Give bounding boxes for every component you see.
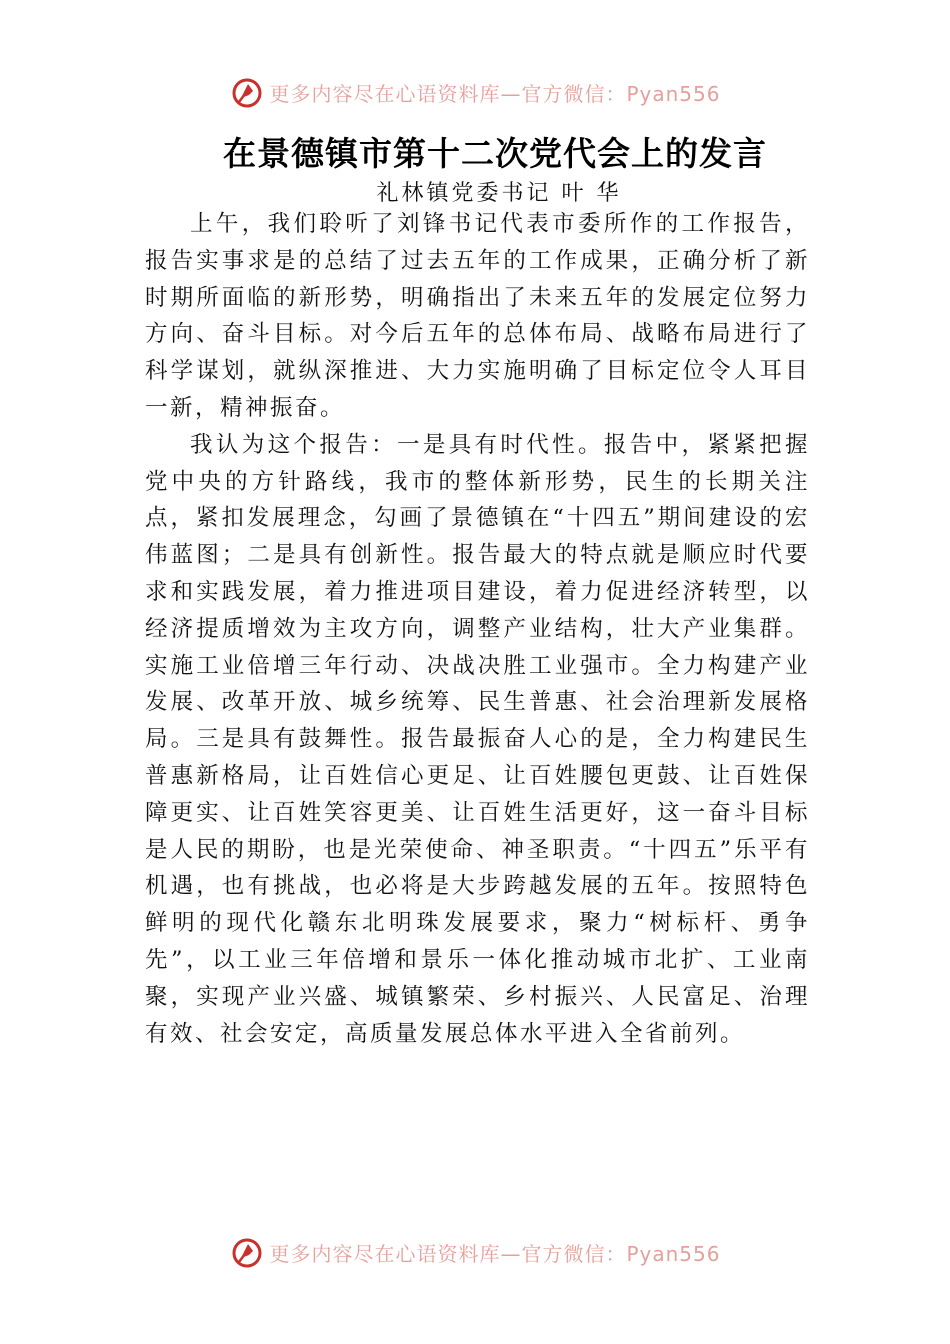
paragraph: 我认为这个报告：一是具有时代性。报告中，紧紧把握党中央的方针路线，我市的整体新形势，民生的长期关注点，紧扣发展理念，勾画了景德镇在“十四五”期间建设的宏伟蓝图；二是具有创新性。报告最大的特点就是顺应时代要求和实践发展，着力推进项目建设，着力促进经济转型，以经济提质增效为主攻方向，调整产业结构，壮大产业集群。 实施工业倍增三年行动、决战决胜工业强市。全力构建产业发展、改革开放、城乡统筹、民生普惠、社会治理新发展格局。三是具有鼓舞性。报告最振奋人心的是，全力构建民生普惠新格局，让百姓信心更足、让百姓腰包更鼓、让百姓保障更实、让百姓笑容更美、让百姓生活更好，这一奋斗目标是人民的期盼，也是光荣使命、神圣职责。“十四五”乐平有机遇，也有挑战，也必将是大步跨越发展的五年。按照特色鲜明的现代化赣东北明珠发展要求，聚力“树标杆、勇争先”，以工业三年倍增和景乐一体化推动城市北扩、工业南聚，实现产业兴盛、城镇繁荣、乡村振兴、人民富足、治理有效、社会安定，高质量发展总体水平进入全省前列。 <box>145 431 810 1047</box>
author-byline: 礼林镇党委书记 叶 华 <box>376 181 622 206</box>
logo-icon <box>229 74 265 110</box>
paragraph: 上午，我们聆听了刘锋书记代表市委所作的工作报告，报告实事求是的总结了过去五年的工作成果，正确分析了新时期所面临的新形势，明确指出了未来五年的发展定位努力方向、奋斗目标。对今后五年的总体布局、战略布局进行了科学谋划，就纵深推进、大力实施明确了目标定位令人耳目一新，精神振奋。 <box>145 211 810 421</box>
watermark-text: 更多内容尽在心语资料库—官方微信：Pyan556 <box>269 81 721 106</box>
header-watermark <box>0 70 950 114</box>
watermark-text: 更多内容尽在心语资料库—官方微信：Pyan556 <box>269 1241 721 1266</box>
document-title: 在景德镇市第十二次党代会上的发言 <box>223 134 767 173</box>
footer-watermark <box>0 1230 950 1274</box>
logo-icon <box>229 1234 265 1270</box>
document-body <box>145 206 810 1052</box>
